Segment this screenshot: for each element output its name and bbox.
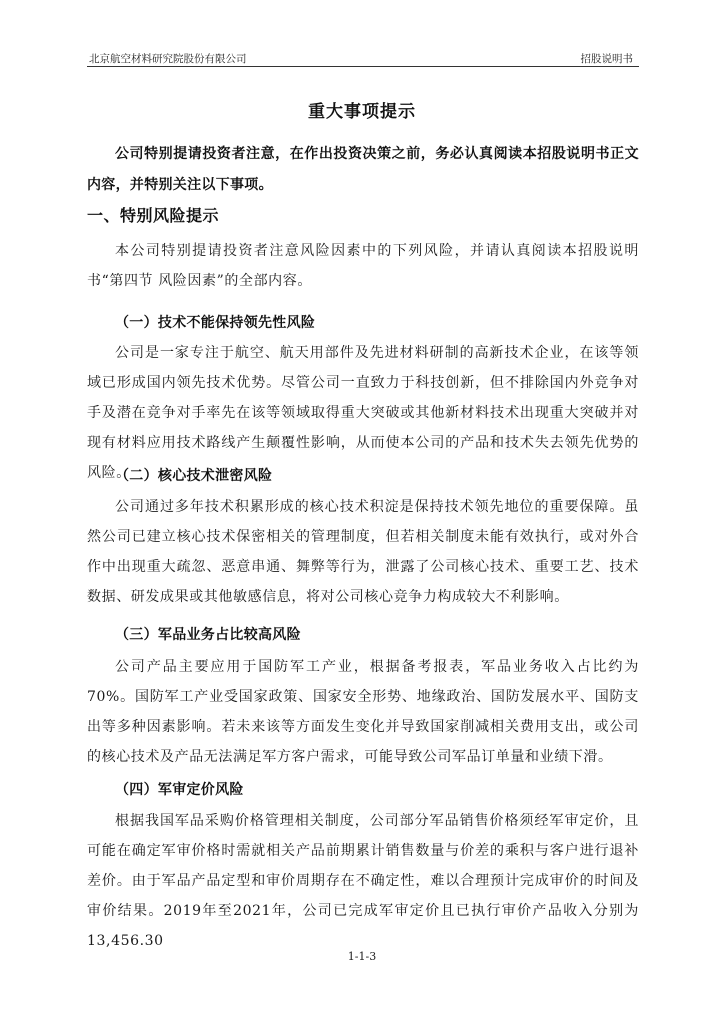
risk-paragraph-military-pricing: 根据我国军品采购价格管理相关制度，公司部分军品销售价格须经军审定价，且可能在确定军审价格时需就相关产品前期累计销售数量与价差的乘积与客户进行退补差价。由于军品产品定型和审价周期存在不确定性，难以合理预计完成审价的时间及审价结果。2019年至2021年，公司已完成军审定价且已执行审价产品收入分别为13,456.30 — [87, 813, 639, 949]
risk-heading-military-pricing: （四）军审定价风险 — [115, 782, 244, 798]
intro-paragraph: 公司特别提请投资者注意，在作出投资决策之前，务必认真阅读本招股说明书正文内容，并特别关注以下事项。 — [87, 146, 639, 193]
risk-paragraph-tech-leak: 公司通过多年技术积累形成的核心技术积淀是保持技术领先地位的重要保障。虽然公司已建立核心技术保密相关的管理制度，但若相关制度未能有效执行，或对外合作中出现重大疏忽、恶意串通、舞弊等行为，泄露了公司核心技术、重要工艺、技术数据、研发成果或其他敏感信息，将对公司核心竞争力构成较大不利影响。 — [87, 499, 639, 605]
section-intro-paragraph: 本公司特别提请投资者注意风险因素中的下列风险，并请认真阅读本招股说明书“第四节 风险因素”的全部内容。 — [87, 243, 639, 289]
page-header — [87, 49, 639, 65]
risk-heading-tech-leak: （二）核心技术泄密风险 — [115, 468, 273, 484]
risk-paragraph-tech-leadership: 公司是一家专注于航空、航天用部件及先进材料研制的高新技术企业，在该等领域已形成国内领先技术优势。尽管公司一直致力于科技创新，但不排除国内外竞争对手及潜在竞争对手率先在该等领域取得重大突破或其他新材料技术出现重大突破并对现有材料应用技术路线产生颠覆性影响，从而使本公司的产品和技术失去领先优势的风险。 — [87, 345, 639, 481]
section-heading-special-risks: 一、特别风险提示 — [87, 206, 220, 225]
page-number: 1-1-3 — [347, 950, 377, 963]
risk-heading-tech-leadership: （一）技术不能保持领先性风险 — [115, 315, 316, 331]
risk-paragraph-military-share: 公司产品主要应用于国防军工产业，根据备考报表，军品业务收入占比约为70%。国防军工产业受国家政策、国家安全形势、地缘政治、国防发展水平、国防支出等多种因素影响。若未来该等方面发生变化并导致国家削减相关费用支出，或公司的核心技术及产品无法满足军方客户需求，可能导致公司军品订单量和业绩下滑。 — [87, 659, 639, 765]
page-title: 重大事项提示 — [308, 102, 416, 122]
risk-heading-military-share: （三）军品业务占比较高风险 — [115, 627, 301, 643]
document-type: 招股说明书 — [580, 53, 633, 65]
header-divider — [87, 66, 639, 67]
company-name: 北京航空材料研究院股份有限公司 — [89, 53, 247, 65]
